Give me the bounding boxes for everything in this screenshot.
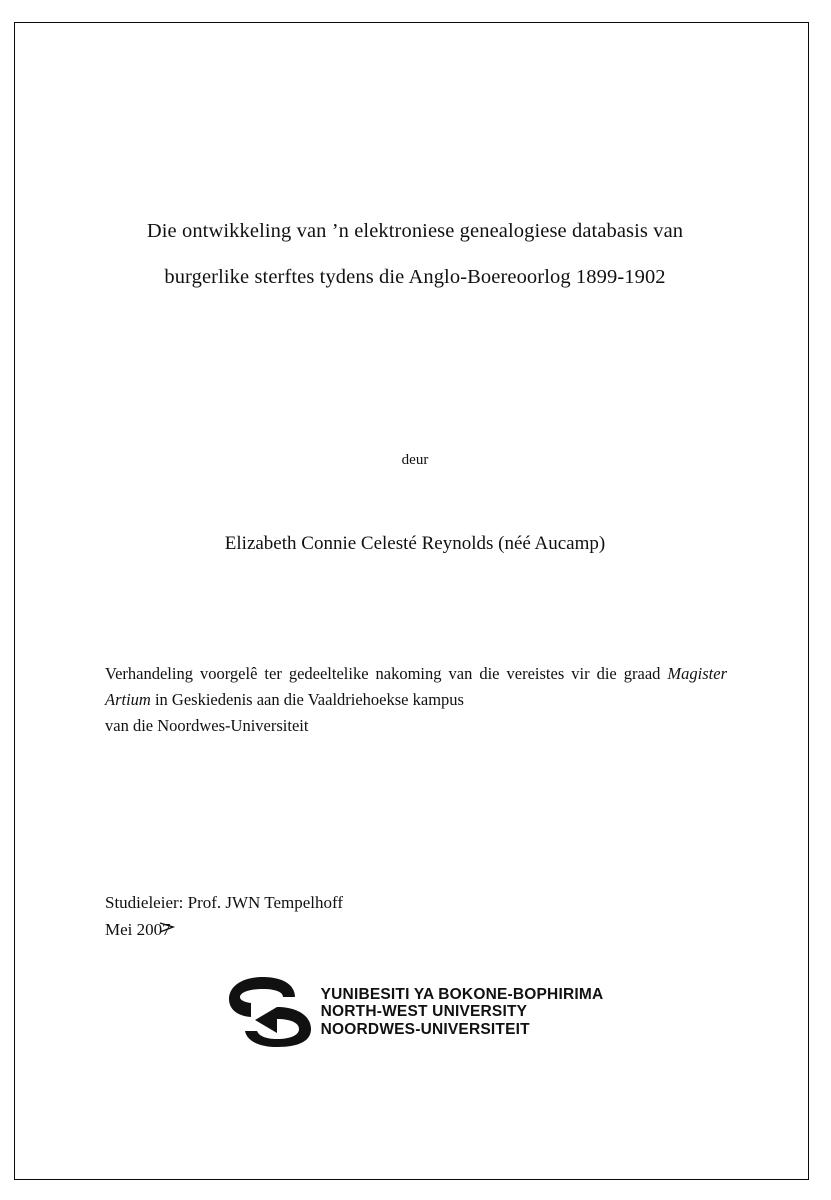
document-title-line-2: burgerlike sterftes tydens die Anglo-Boereoorlog 1899-1902 [164,266,666,288]
supervisor-and-date [105,889,605,943]
university-logo [100,975,730,1049]
document-title-line-1: Die ontwikkeling van ’n elektroniese genealogiese databasis van [146,220,684,242]
degree-statement-line-1: Verhandeling voorgelê ter gedeeltelike nakoming van die vereistes vir die [105,664,617,683]
nwu-logo-icon [227,975,313,1049]
document-title [100,208,730,300]
degree-statement-line-2-pre: graad [623,664,668,683]
degree-statement-line-3: van die Noordwes-Universiteit [105,716,309,735]
author-name: Elizabeth Connie Celesté Reynolds (néé Aucamp) [224,533,606,554]
logo-text-line-3: NOORDWES-UNIVERSITEIT [320,1020,530,1038]
by-label: deur [401,452,429,468]
date-line-wrap [105,916,171,943]
degree-statement-line-2-post: in Geskiedenis aan die Vaaldriehoekse kampus [150,690,464,709]
pen-strike-mark [159,922,175,933]
degree-name-italic: Magister Artium [105,664,727,709]
date-line: Mei 2007 [105,920,171,939]
logo-text-line-2: NORTH-WEST UNIVERSITY [320,1003,528,1021]
page-content [100,22,730,1180]
supervisor-line: Studieleier: Prof. JWN Tempelhoff [105,893,344,912]
degree-statement [105,661,727,739]
logo-text-line-1: YUNIBESITI YA BOKONE-BOPHIRIMA [320,985,604,1003]
logo-text [321,986,604,1039]
